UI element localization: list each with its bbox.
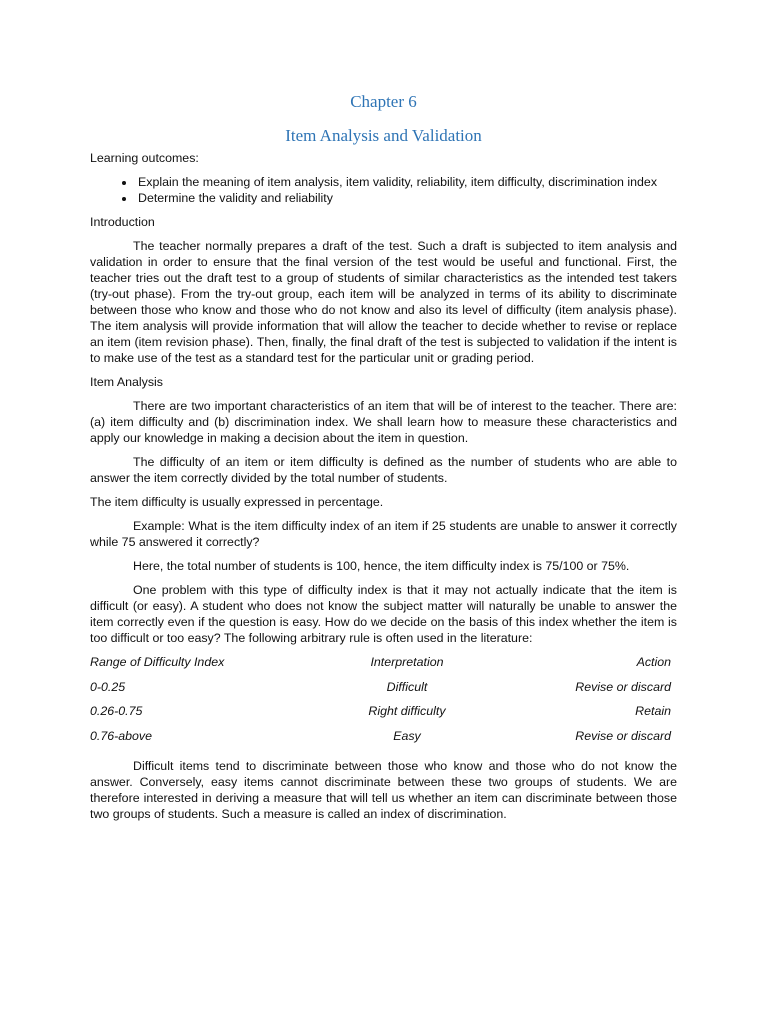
paragraph: Example: What is the item difficulty index of an item if 25 students are unable to answer it correctly while 75 answered it correctly? bbox=[90, 519, 677, 549]
table-header-cell: Range of Difficulty Index bbox=[90, 655, 225, 669]
paragraph: The difficulty of an item or item difficulty is defined as the number of students who are able to answer the item correctly divided by the total number of students. bbox=[90, 455, 677, 485]
table-header-row bbox=[90, 654, 677, 679]
introduction-heading: Introduction bbox=[90, 215, 155, 229]
table-row bbox=[90, 728, 677, 753]
list-item: • Explain the meaning of item analysis, item validity, reliability, item difficulty, discrimination index bbox=[136, 174, 677, 190]
table-cell: 0.26-0.75 bbox=[90, 704, 143, 718]
table-header-cell: Interpretation bbox=[370, 655, 444, 669]
paragraph: One problem with this type of difficulty index is that it may not actually indicate that the item is difficult (or easy). A student who does not know the subject matter will naturally be unable to answer the item correctly even if the question is easy. How do we decide on the basis of this index whether the item is too difficult or too easy? The following arbitrary rule is often used in the literature: bbox=[90, 583, 677, 645]
table-cell: 0.76-above bbox=[90, 728, 153, 743]
chapter-title: Item Analysis and Validation bbox=[285, 126, 482, 145]
chapter-heading: Chapter 6 bbox=[350, 92, 417, 111]
document-body bbox=[90, 150, 677, 830]
table-header-cell: Action bbox=[636, 655, 671, 669]
table-cell: Easy bbox=[393, 728, 421, 743]
table-cell: Difficult bbox=[386, 679, 428, 694]
paragraph: The item difficulty is usually expressed in percentage. bbox=[90, 495, 384, 509]
list-item: • Determine the validity and reliability bbox=[136, 190, 677, 206]
difficulty-rule-table bbox=[90, 654, 677, 752]
item-analysis-heading: Item Analysis bbox=[90, 375, 163, 389]
paragraph: Difficult items tend to discriminate between those who know and those who do not know the answer. Conversely, easy items cannot discriminate between these two groups of students. We are therefore interested in deriving a measure that will tell us whether an item can discriminate between those two groups of students. Such a measure is called an index of discrimination. bbox=[90, 759, 677, 821]
table-cell: Retain bbox=[635, 704, 671, 718]
table-cell: Right difficulty bbox=[368, 704, 446, 718]
table-row bbox=[90, 679, 677, 704]
introduction-paragraph: The teacher normally prepares a draft of the test. Such a draft is subjected to item analysis and validation in order to ensure that the final version of the test would be useful and functional. First, the teacher tries out the draft test to a group of students of similar characteristics as the intended test takers (try-out phase). From the try-out group, each item will be analyzed in terms of its ability to discriminate between those who know and those who do not know and also its level of difficulty (item analysis phase). The item analysis will provide information that will allow the teacher to decide whether to revise or replace an item (item revision phase). Then, finally, the final draft of the test is subjected to validation if the intent is to make use of the test as a standard test for the particular unit or grading period. bbox=[90, 239, 677, 365]
outcomes-list bbox=[90, 174, 677, 206]
table-cell: 0-0.25 bbox=[90, 679, 126, 694]
paragraph: Here, the total number of students is 100, hence, the item difficulty index is 75/100 or 75%. bbox=[133, 559, 630, 573]
learning-outcomes-label: Learning outcomes: bbox=[90, 151, 199, 165]
paragraph: There are two important characteristics of an item that will be of interest to the teacher. There are: (a) item difficulty and (b) discrimination index. We shall learn how to measure these characteristics and apply our knowledge in making a decision about the item in question. bbox=[90, 399, 677, 445]
table-cell: Revise or discard bbox=[575, 679, 671, 694]
table-row bbox=[90, 703, 677, 728]
table-cell: Revise or discard bbox=[575, 728, 671, 743]
